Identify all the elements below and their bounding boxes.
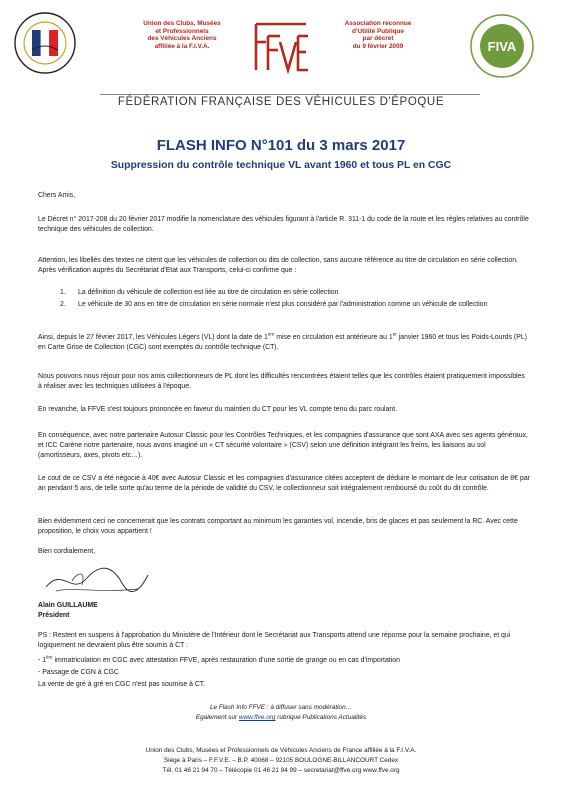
page-title: FLASH INFO N°101 du 3 mars 2017 <box>156 137 406 154</box>
header-left-line: des Véhicules Anciens <box>147 35 217 43</box>
paragraph-cost: Le cout de ce CSV a été négocié à 40€ avec Autosur Classic et les compagnies d'assurance citées acceptent de déduire le montant de leur cotisation de 8€ par an pendant 5 ans, de telle sorte qu'au terme de la période de validité du CSV, le collectionneur soit intégralement remboursé du coût du dit contrôle. <box>38 475 530 492</box>
superscript: ère <box>46 654 53 660</box>
ffve-seal-logo <box>14 12 76 74</box>
paragraph-attention: Attention, les libellés des textes ne citent que les véhicules de collection ou dits de collection, sans aucune référence au titre de circulation en série collection. Après vérification auprès du Secrétariat d'Etat aux Transports, celui-ci confirme que : <box>38 257 518 274</box>
text-run: - 1 <box>38 657 47 664</box>
signature <box>42 557 152 599</box>
text-run: janvier 1960 et tous les Poids-Lourds (PL) en Carte Grise de Collection (CGC) sont exemptés du contrôle technique (CT). <box>38 334 527 351</box>
list-item-text: Le véhicule de 30 ans en titre de circulation en série normale n'est plus considéré par l'administration comme un véhicule de collection <box>78 301 488 308</box>
header-left-line: et Professionnels <box>155 27 209 35</box>
page-subtitle: Suppression du contrôle technique VL avant 1960 et tous PL en CGC <box>110 160 452 171</box>
header-rule <box>100 94 480 95</box>
paragraph-evidently: Bien évidemment ceci ne concernerait que les contrats comportant au minimum les garanties vol, incendie, bris de glaces et pas seulement la RC. Avec cette proposition, le choix vous appartient ! <box>38 518 518 535</box>
paragraph-since <box>38 333 530 353</box>
list-item-number: 1. <box>60 289 66 296</box>
footer-line: Union des Clubs, Musées et Professionnels de Véhicules Anciens de France affiliée à la F.I.V.A. <box>145 747 417 754</box>
footer-line: Tél. 01 46 21 94 70 – Télécopie 01 46 21 94 99 – secretariat@ffve.org www.ffve.org <box>162 767 400 774</box>
header-left-line: Union des Clubs, Musées <box>143 20 221 27</box>
header-left-text <box>112 20 252 50</box>
text-run: mise en circulation est antérieure au 1 <box>274 334 393 341</box>
superscript: er <box>392 331 397 337</box>
greeting: Chers Amis, <box>38 192 76 199</box>
header-right-line: d'Utilité Publique <box>352 27 404 35</box>
postscript: PS : Restent en suspens à l'approbation du Ministère de l'Intérieur dont le Secrétariat aux Transports attend une réponse pour la semaine prochaine, et qui logiquement ne devraient plus être soumis à CT : <box>38 632 511 649</box>
list-item <box>60 288 530 298</box>
paragraph-however: En revanche, la FFVE s'est toujours prononcée en faveur du maintien du CT pour les VL compte tenu du parc roulant. <box>38 406 398 413</box>
ffve-center-logo <box>250 14 312 74</box>
header-right-line: du 9 février 2009 <box>352 42 404 50</box>
signer-title: Président <box>38 612 70 619</box>
header-right-text <box>318 20 438 50</box>
text-run: rubrique Publications Actualités <box>275 714 367 721</box>
flash-footer-line: Le Flash Info FFVE : à diffuser sans modération… <box>209 704 353 711</box>
header-right-line: par décret <box>362 35 394 43</box>
text-run: Ainsi, depuis le 27 février 2017, les Véhicules Légers (VL) dont la date de 1 <box>38 334 268 341</box>
paragraph-decree: Le Décret n° 2017-208 du 20 février 2017 modifie la nomenclature des véhicules figurant à l'article R. 311-1 du code de la route et les règles relatives au contrôle technique des véhicules de collection. <box>38 216 529 233</box>
list-item-number: 2. <box>60 301 66 308</box>
ffve-website-link[interactable]: www.ffve.org <box>238 714 276 721</box>
signer-name: Alain GUILLAUME <box>38 602 98 609</box>
federation-name: FÉDÉRATION FRANÇAISE DES VÉHICULES D'ÉPOQUE <box>117 96 445 108</box>
footer-line: Siège à Paris – F.F.V.E. – B.P. 40068 – 92105 BOULOGNE-BILLANCOURT Cedex <box>163 757 399 764</box>
fiva-logo <box>470 14 534 78</box>
ps-item: - Passage de CGN à CGC <box>38 669 119 676</box>
superscript: ère <box>267 331 275 337</box>
text-run: immatriculation en CGC avec attestation FFVE, après restauration d'une sortie de grange ou en cas d'importation <box>52 657 400 664</box>
ps-item <box>38 656 530 666</box>
header-right-line: Association reconnue <box>344 20 412 27</box>
list-item-text: La définition du véhicule de collection est liée au titre de circulation en série collection <box>78 289 339 296</box>
text-run: Egalement sur <box>195 714 239 721</box>
svg-text:FIVA: FIVA <box>487 39 517 54</box>
list-item <box>60 300 530 310</box>
ps-item: La vente de gré à gré en CGC n'est pas soumise à CT. <box>38 681 206 688</box>
paragraph-rejoice: Nous pouvons nous réjouir pour nos amis collectionneurs de PL dont les difficultés rencontrées étaient telles que les contrôles étaient pratiquement impossibles à réaliser avec les techniques utilisées à l'époque. <box>38 373 525 390</box>
paragraph-consequently: En conséquence, avec notre partenaire Autosur Classic pour les Contrôles Techniques, et les compagnies d'assurance que sont AXA avec ses agents généraux, et ICC Carène notre partenaire, nous avons imaginé un « CT sécurité volontaire » (CSV) selon une définition intégrant les freins, les liaisons au sol (amortisseurs, axes, pivots etc…). <box>38 432 528 459</box>
flash-footer-line <box>0 713 562 722</box>
header-left-line: affiliée à la F.I.V.A. <box>154 42 210 50</box>
closing: Bien cordialement, <box>38 548 96 555</box>
